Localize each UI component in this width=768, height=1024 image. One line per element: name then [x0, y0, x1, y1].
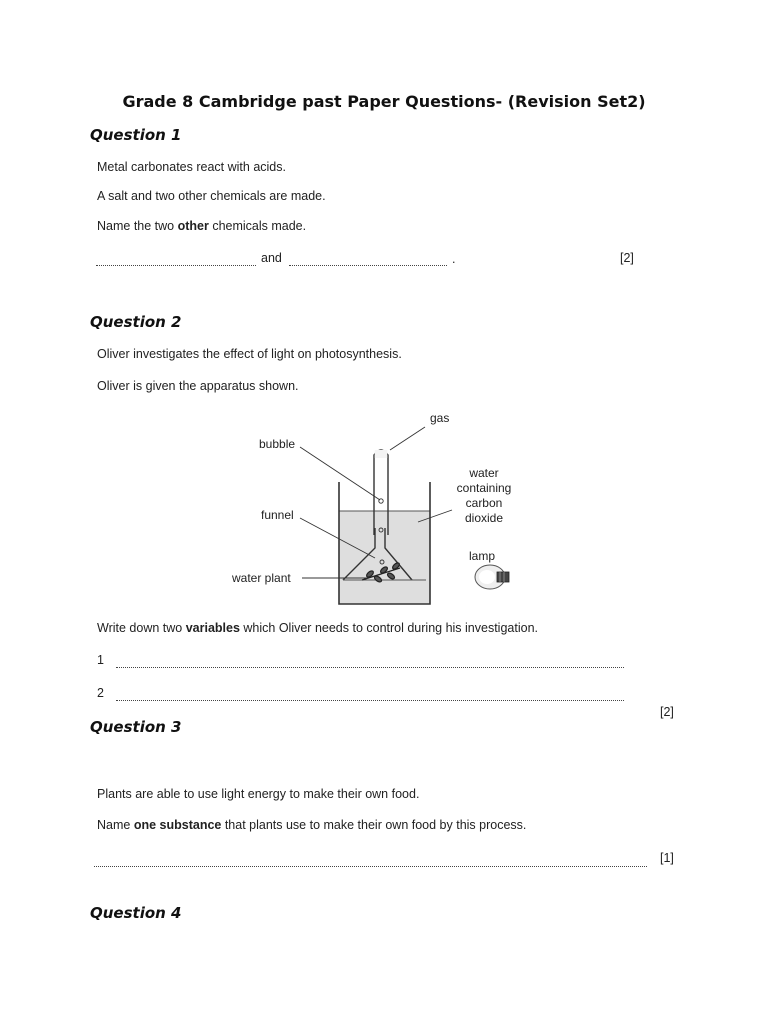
q2-answer-line-1[interactable] — [116, 667, 624, 668]
label-gas: gas — [430, 411, 450, 425]
q2-answer-number-2: 2 — [97, 686, 104, 700]
label-water-plant: water plant — [232, 571, 291, 585]
question-2-heading: Question 2 — [90, 313, 182, 331]
q3-text-line-1: Plants are able to use light energy to make their own food. — [97, 787, 420, 801]
bubble-leader — [300, 447, 380, 500]
label-water-l2: containing — [456, 481, 512, 495]
page-title: Grade 8 Cambridge past Paper Questions- (Revision Set2) — [122, 92, 646, 111]
q1-and-text: and — [261, 251, 282, 265]
q2-marks: [2] — [660, 705, 674, 719]
label-water-l3: carbon — [465, 496, 503, 510]
label-water-l4: dioxide — [464, 511, 504, 525]
question-3-heading: Question 3 — [90, 718, 182, 735]
q2-answer-number-1: 1 — [97, 653, 104, 667]
question-1-heading: Question 1 — [90, 126, 182, 144]
label-water-l1: water — [469, 466, 499, 480]
q1-text-line-2: A salt and two other chemicals are made. — [97, 189, 326, 203]
q2-prompt: Write down two variables which Oliver needs to control during his investigation. — [97, 621, 538, 635]
label-funnel: funnel — [261, 508, 294, 522]
label-bubble: bubble — [259, 437, 296, 451]
q3-answer-line[interactable] — [94, 866, 647, 867]
q1-text-line-3: Name the two other chemicals made. — [97, 219, 307, 233]
q2-text-line-1: Oliver investigates the effect of light on photosynthesis. — [97, 347, 402, 361]
lamp-icon — [475, 565, 509, 589]
water — [339, 511, 430, 604]
q3-marks: [1] — [660, 851, 674, 865]
label-lamp: lamp — [469, 549, 496, 563]
question-4-heading: Question 4 — [90, 904, 182, 922]
q1-text-line-1: Metal carbonates react with acids. — [97, 160, 286, 174]
q2-answer-line-2[interactable] — [116, 700, 624, 701]
q1-marks: [2] — [620, 251, 634, 265]
q3-text-line-2: Name one substance that plants use to make their own food by this process. — [97, 818, 527, 832]
q1-period: . — [452, 252, 456, 266]
gas-pocket — [375, 450, 388, 458]
q2-text-line-2: Oliver is given the apparatus shown. — [97, 379, 299, 393]
gas-leader — [390, 427, 425, 450]
